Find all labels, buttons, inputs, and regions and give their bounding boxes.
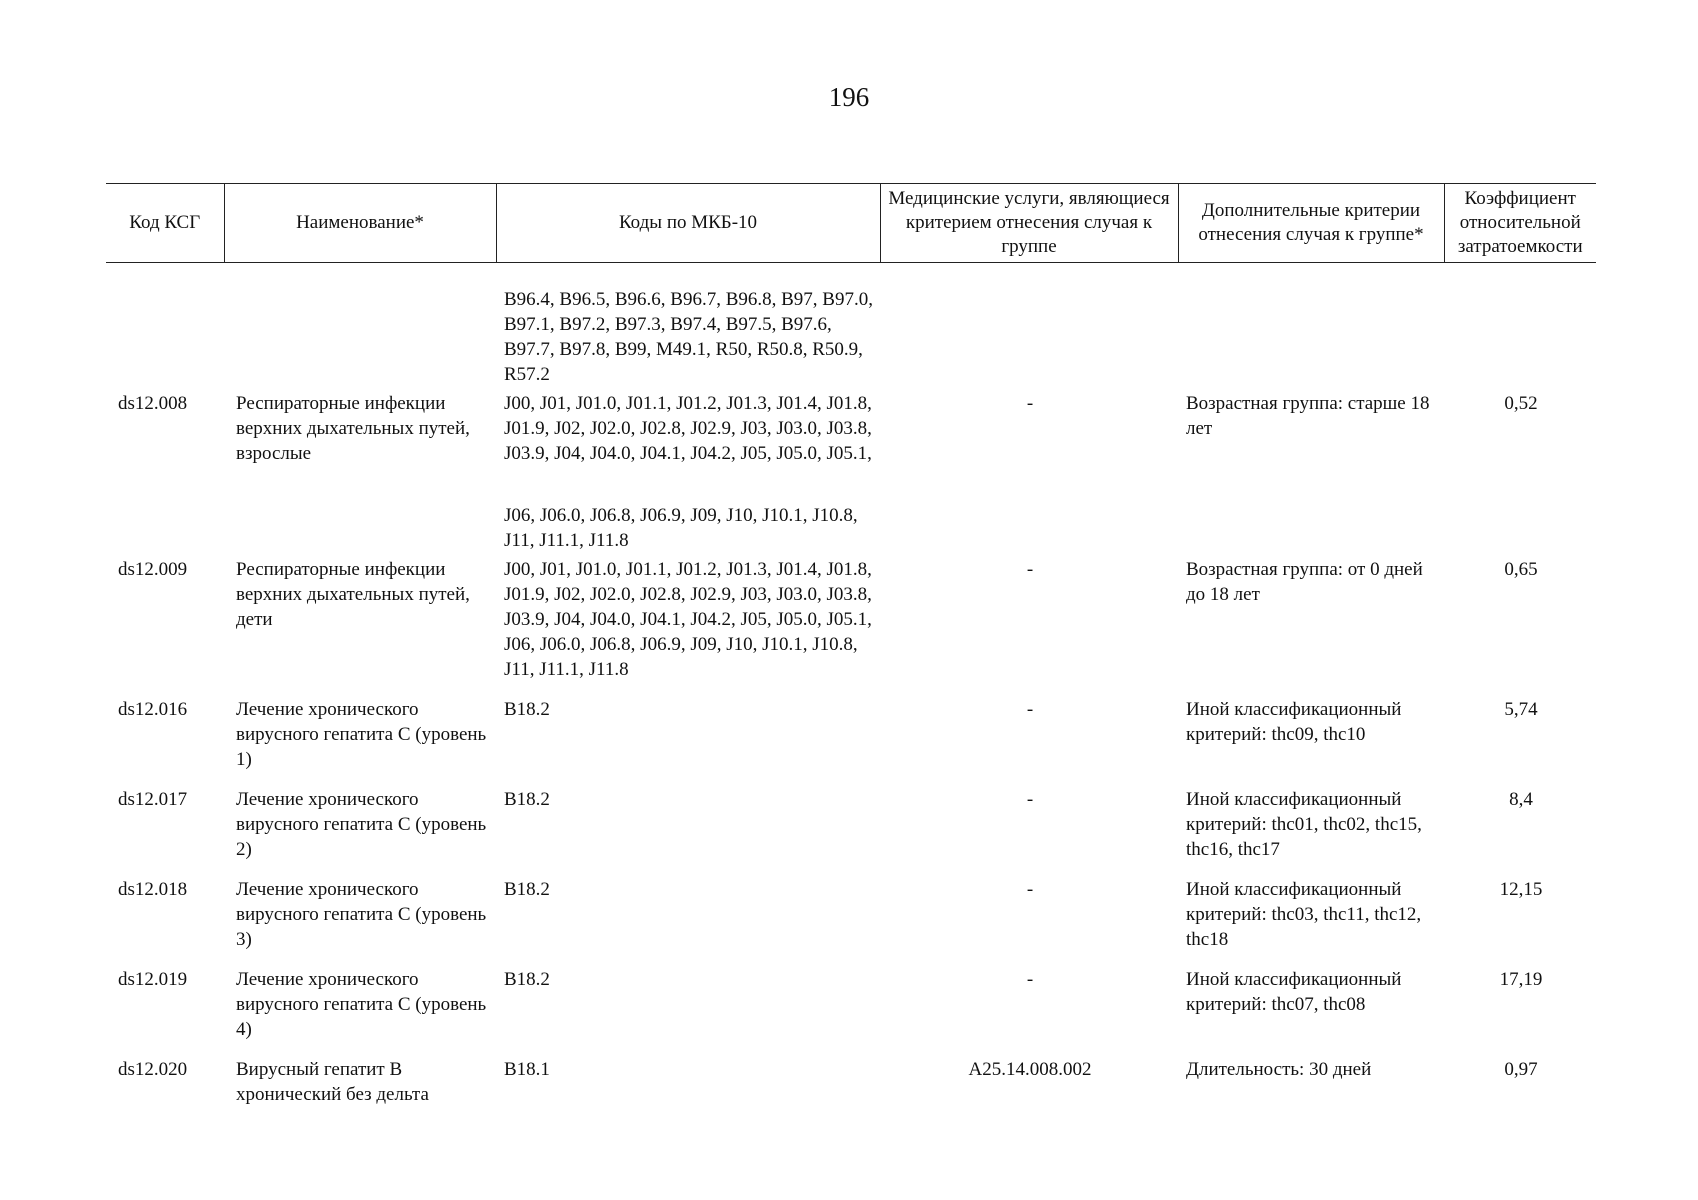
cell-mkb: B18.1 xyxy=(504,1059,550,1080)
cell-name: Лечение хронического вирусного гепатита C (уровень 2) xyxy=(236,789,487,860)
cell-code: ds12.008 xyxy=(118,393,188,414)
cell-criteria: Иной классификационный критерий: thc01, thc02, thc15, thc16, thc17 xyxy=(1186,789,1422,860)
cell-code: ds12.016 xyxy=(118,699,188,720)
cell-coef: 0,65 xyxy=(1504,559,1538,580)
page-number: 196 xyxy=(828,82,870,112)
table-row xyxy=(106,1055,1596,1120)
cell-mkb: B18.2 xyxy=(504,969,550,990)
table-row xyxy=(106,479,1596,555)
cell-criteria: Возрастная группа: от 0 дней до 18 лет xyxy=(1186,559,1423,605)
cell-name xyxy=(224,479,496,555)
table-header-row xyxy=(106,184,1596,263)
cell-coef: 0,97 xyxy=(1504,1059,1538,1080)
cell-coef: 12,15 xyxy=(1499,879,1543,900)
cell-services xyxy=(880,479,1178,555)
cell-services: - xyxy=(1026,879,1034,900)
cell-name: Лечение хронического вирусного гепатита C (уровень 1) xyxy=(236,699,487,770)
cell-coef: 5,74 xyxy=(1504,699,1538,720)
table-row xyxy=(106,389,1596,479)
cell-services: - xyxy=(1026,393,1034,414)
cell-criteria xyxy=(1178,479,1444,555)
cell-coef: 0,52 xyxy=(1504,393,1538,414)
cell-name: Лечение хронического вирусного гепатита C (уровень 4) xyxy=(236,969,487,1040)
cell-mkb: J06, J06.0, J06.8, J06.9, J09, J10, J10.1, J10.8, J11, J11.1, J11.8 xyxy=(504,505,858,551)
cell-mkb: J00, J01, J01.0, J01.1, J01.2, J01.3, J01.4, J01.8, J01.9, J02, J02.0, J02.8, J02.9, J03, J03.0, J03.8, J03.9, J04, J04.0, J04.1, J04.2, J05, J05.0, J05.1, J06, J06.0, J06.8, J06.9, J09, J10, J10.1, J10.8, J11, J11.1, J11.8 xyxy=(504,559,872,680)
table-row xyxy=(106,695,1596,785)
ksg-table xyxy=(106,183,1596,1120)
cell-services xyxy=(880,263,1178,390)
cell-code: ds12.019 xyxy=(118,969,188,990)
cell-coef xyxy=(1444,263,1596,390)
cell-services: - xyxy=(1026,969,1034,990)
cell-services: A25.14.008.002 xyxy=(968,1059,1092,1080)
cell-services: - xyxy=(1026,559,1034,580)
cell-criteria: Иной классификационный критерий: thc09, thc10 xyxy=(1186,699,1402,745)
table-row xyxy=(106,785,1596,875)
table-row xyxy=(106,965,1596,1055)
cell-code xyxy=(106,263,224,390)
table-row xyxy=(106,555,1596,695)
header-services: Медицинские услуги, являющиеся критерием отнесения случая к группе xyxy=(880,184,1178,263)
cell-criteria: Иной классификационный критерий: thc03, thc11, thc12, thc18 xyxy=(1186,879,1422,950)
header-name: Наименование* xyxy=(224,184,496,263)
cell-criteria xyxy=(1178,263,1444,390)
cell-services: - xyxy=(1026,699,1034,720)
table-row xyxy=(106,263,1596,390)
cell-name xyxy=(224,263,496,390)
cell-mkb: J00, J01, J01.0, J01.1, J01.2, J01.3, J01.4, J01.8, J01.9, J02, J02.0, J02.8, J02.9, J03, J03.0, J03.8, J03.9, J04, J04.0, J04.1, J04.2, J05, J05.0, J05.1, xyxy=(504,393,872,464)
table-row xyxy=(106,875,1596,965)
cell-code: ds12.009 xyxy=(118,559,188,580)
cell-criteria: Иной классификационный критерий: thc07, thc08 xyxy=(1186,969,1402,1015)
cell-criteria: Длительность: 30 дней xyxy=(1186,1059,1372,1080)
cell-code: ds12.020 xyxy=(118,1059,188,1080)
cell-code: ds12.017 xyxy=(118,789,188,810)
cell-mkb: B96.4, B96.5, B96.6, B96.7, B96.8, B97, B97.0, B97.1, B97.2, B97.3, B97.4, B97.5, B97.6, B97.7, B97.8, B99, M49.1, R50, R50.8, R50.9, R57.2 xyxy=(504,289,873,385)
cell-coef xyxy=(1444,479,1596,555)
cell-mkb: B18.2 xyxy=(504,699,550,720)
cell-name: Лечение хронического вирусного гепатита C (уровень 3) xyxy=(236,879,487,950)
cell-services: - xyxy=(1026,789,1034,810)
cell-name: Респираторные инфекции верхних дыхательных путей, взрослые xyxy=(236,393,470,464)
cell-code: ds12.018 xyxy=(118,879,188,900)
header-criteria: Дополнительные критерии отнесения случая к группе* xyxy=(1178,184,1444,263)
header-mkb: Коды по МКБ-10 xyxy=(496,184,880,263)
cell-code xyxy=(106,479,224,555)
cell-mkb: B18.2 xyxy=(504,789,550,810)
cell-coef: 8,4 xyxy=(1509,789,1533,810)
cell-name: Респираторные инфекции верхних дыхательных путей, дети xyxy=(236,559,470,630)
cell-name: Вирусный гепатит B хронический без дельта xyxy=(236,1059,429,1105)
header-coef: Коэффициент относительной затратоемкости xyxy=(1444,184,1596,263)
cell-criteria: Возрастная группа: старше 18 лет xyxy=(1186,393,1430,439)
cell-mkb: B18.2 xyxy=(504,879,550,900)
header-code: Код КСГ xyxy=(106,184,224,263)
cell-coef: 17,19 xyxy=(1499,969,1543,990)
